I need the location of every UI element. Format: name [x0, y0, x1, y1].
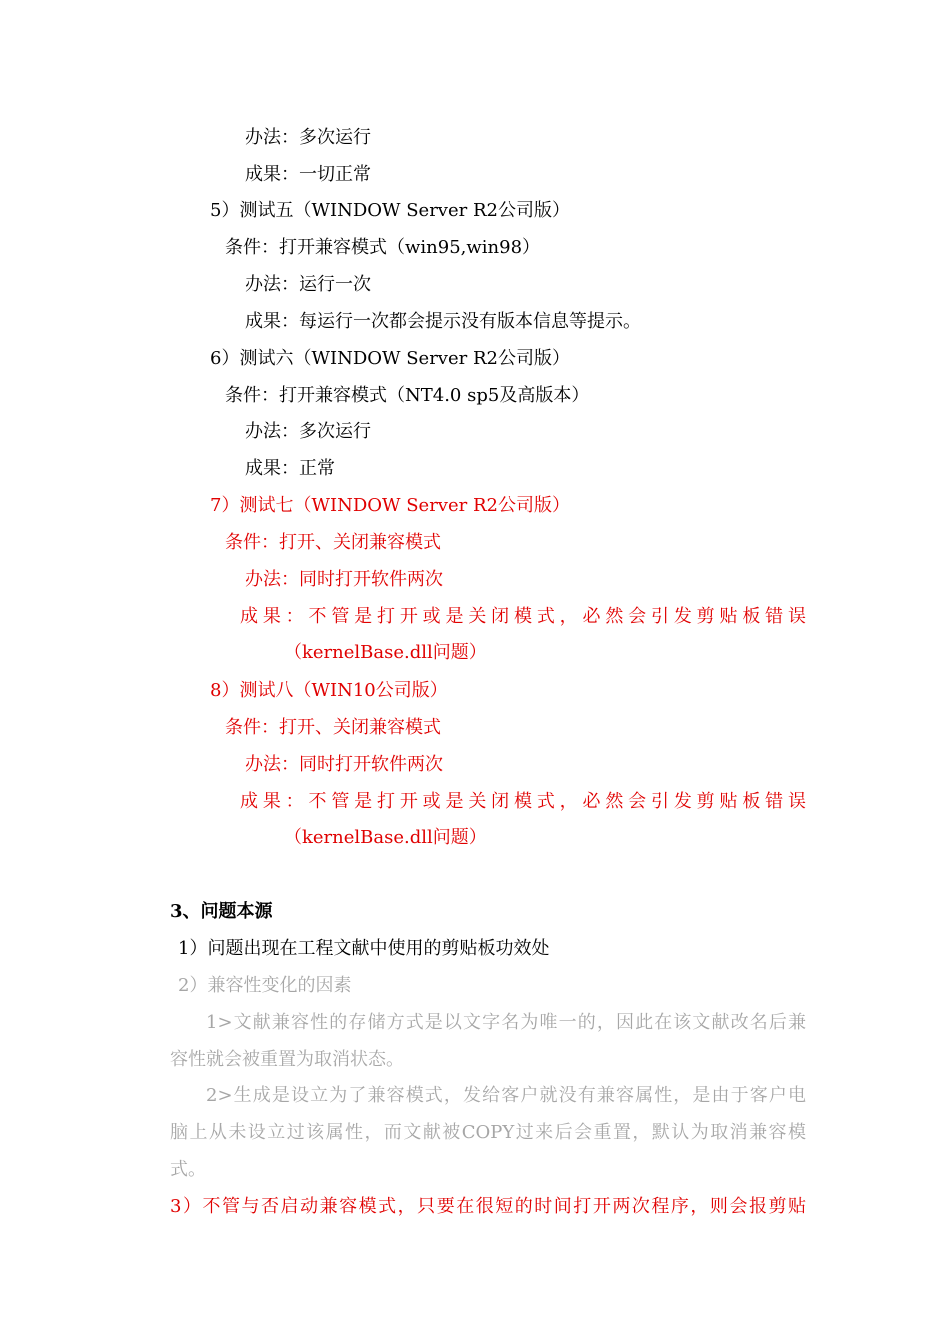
cause-2-point-1: 1>文献兼容性的存储方式是以文字名为唯一的，因此在该文献改名后兼	[206, 1012, 806, 1033]
cause-1: 1）问题出现在工程文献中使用的剪贴板功效处	[178, 938, 550, 959]
test5-heading: 5）测试五（WINDOW Server R2公司版）	[210, 200, 570, 221]
test5-method: 办法：运行一次	[245, 274, 371, 295]
cause-2: 2）兼容性变化的因素	[178, 975, 352, 996]
cause-2-point-2: 2>生成是设立为了兼容模式，发给客户就没有兼容属性，是由于客户电	[206, 1085, 806, 1106]
test6-condition: 条件：打开兼容模式（NT4.0 sp5及高版本）	[225, 385, 590, 406]
cause-2-point-2-end: 式。	[170, 1159, 206, 1180]
test7-method: 办法：同时打开软件两次	[245, 569, 443, 590]
test8-heading: 8）测试八（WIN10公司版）	[210, 680, 448, 701]
test8-result-detail: （kernelBase.dll问题）	[284, 827, 487, 848]
test5-condition: 条件：打开兼容模式（win95,win98）	[225, 237, 541, 258]
test6-heading: 6）测试六（WINDOW Server R2公司版）	[210, 348, 570, 369]
test8-condition: 条件：打开、关闭兼容模式	[225, 717, 441, 738]
cause-2-point-1-cont: 容性就会被重置为取消状态。	[170, 1049, 404, 1070]
cause-3: 3）不管与否启动兼容模式，只要在很短的时间打开两次程序，则会报剪贴	[170, 1196, 806, 1217]
cause-2-point-2-cont: 脑上从未设立过该属性，而文献被COPY过来后会重置，默认为取消兼容模	[170, 1122, 806, 1143]
test5-result: 成果：每运行一次都会提示没有版本信息等提示。	[245, 311, 641, 332]
test4-result: 成果：一切正常	[245, 164, 371, 185]
test8-result: 成果：不管是打开或是关闭模式，必然会引发剪贴板错误	[240, 791, 806, 812]
test7-condition: 条件：打开、关闭兼容模式	[225, 532, 441, 553]
test7-result: 成果：不管是打开或是关闭模式，必然会引发剪贴板错误	[240, 606, 806, 627]
test7-heading: 7）测试七（WINDOW Server R2公司版）	[210, 495, 570, 516]
test4-method: 办法：多次运行	[245, 127, 371, 148]
test8-method: 办法：同时打开软件两次	[245, 754, 443, 775]
test7-result-detail: （kernelBase.dll问题）	[284, 642, 487, 663]
test6-method: 办法：多次运行	[245, 421, 371, 442]
section-heading-root-cause: 3、问题本源	[170, 901, 273, 922]
test6-result: 成果：正常	[245, 458, 335, 479]
